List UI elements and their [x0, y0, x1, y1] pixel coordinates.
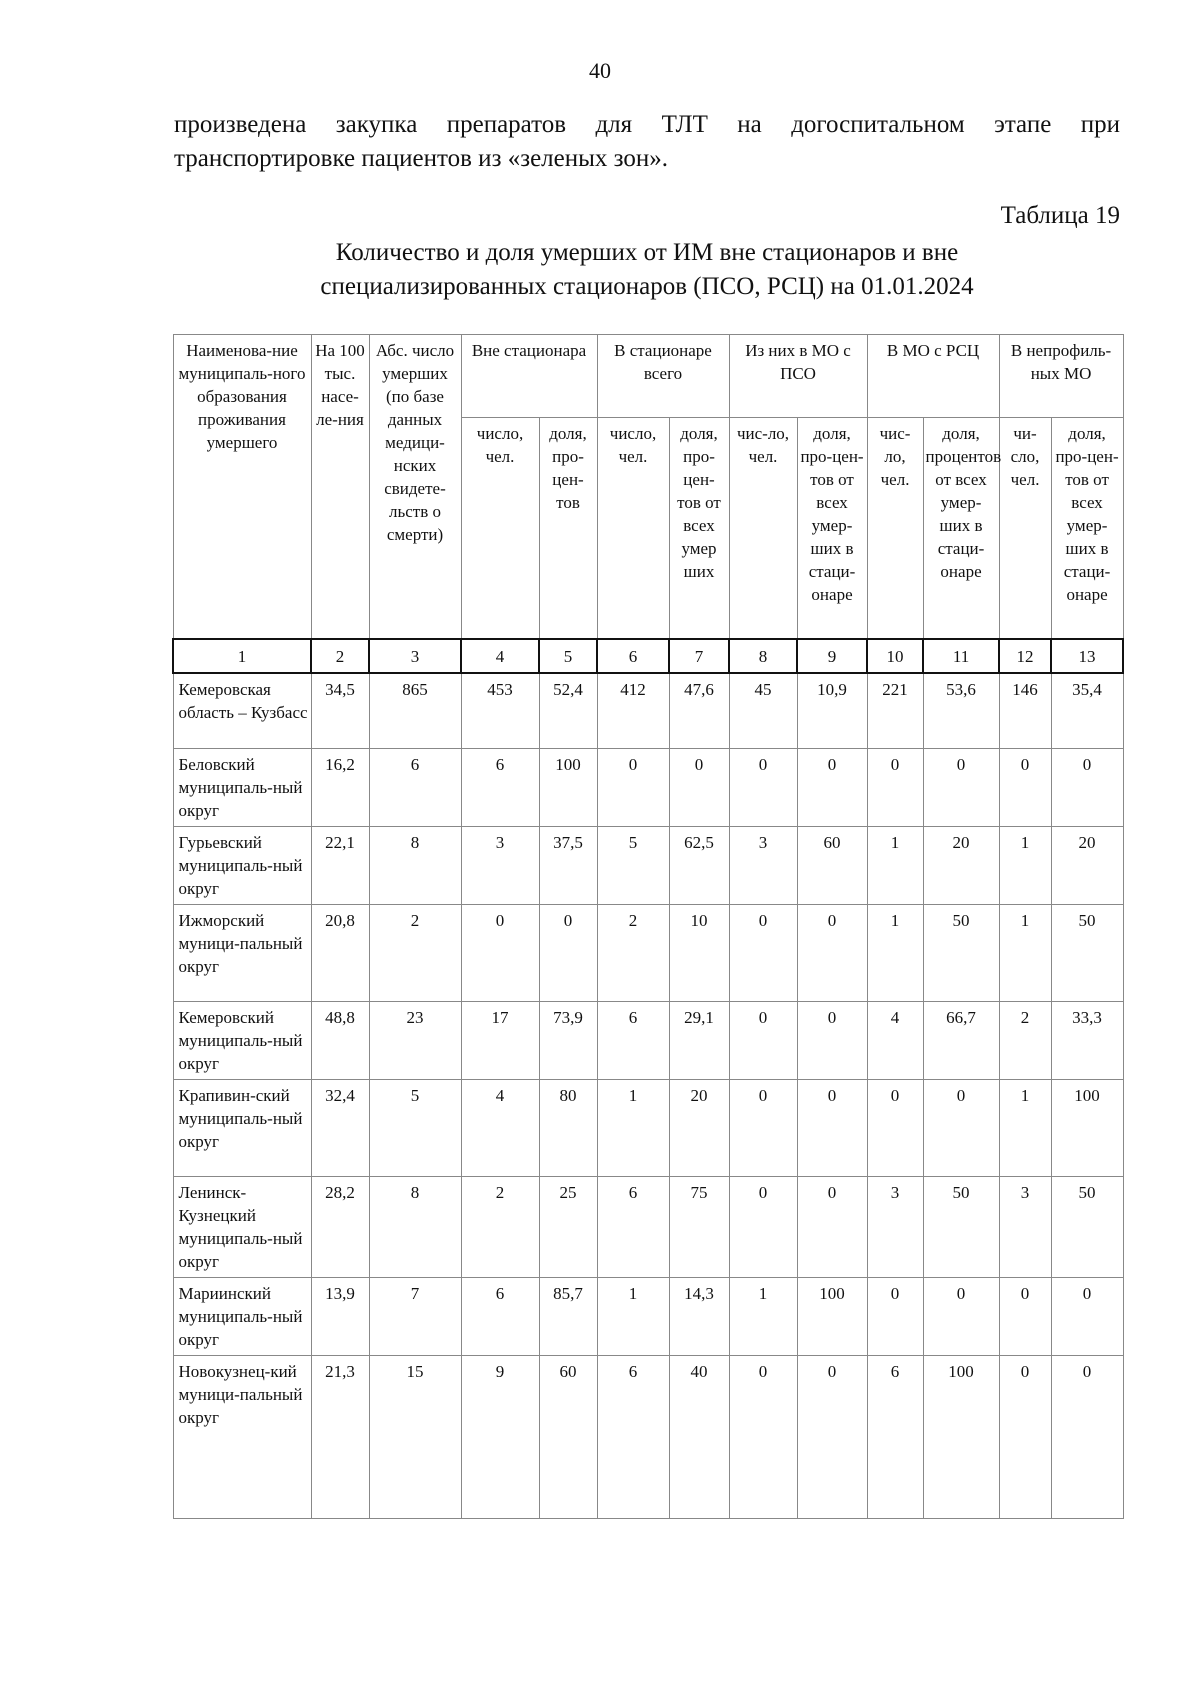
table-cell: 1	[867, 826, 923, 904]
table-cell: 2	[369, 904, 461, 1001]
table-row	[173, 904, 1123, 1001]
table-cell: 1	[597, 1079, 669, 1176]
table-cell: 0	[923, 1277, 999, 1355]
table-cell: 6	[597, 1176, 669, 1277]
table-cell: 25	[539, 1176, 597, 1277]
table-row	[173, 673, 1123, 748]
table-cell: 8	[369, 1176, 461, 1277]
column-number: 10	[867, 639, 923, 673]
header-sub: доля, про-цен-тов от всех умер ших	[669, 418, 729, 640]
table-cell: 0	[999, 1277, 1051, 1355]
column-number: 9	[797, 639, 867, 673]
table-cell: 6	[867, 1355, 923, 1518]
intro-line: произведена закупка препаратов для ТЛТ на догоспитальном этапе при	[174, 111, 1120, 138]
header-row-groups	[173, 335, 1123, 418]
table-cell: 21,3	[311, 1355, 369, 1518]
header-sub: число, чел.	[461, 418, 539, 640]
header-group: Вне стационара	[461, 335, 597, 418]
table-cell: 0	[729, 1355, 797, 1518]
header-sub: доля, про-цен-тов от всех умер-ших в стаци-онаре	[797, 418, 867, 640]
table-cell: 146	[999, 673, 1051, 748]
table-cell: 5	[369, 1079, 461, 1176]
table-cell: 28,2	[311, 1176, 369, 1277]
table-cell: 3	[461, 826, 539, 904]
table-cell: 865	[369, 673, 461, 748]
table-cell: 100	[1051, 1079, 1123, 1176]
column-number: 2	[311, 639, 369, 673]
table-cell: 16,2	[311, 748, 369, 826]
table-cell: 2	[461, 1176, 539, 1277]
table-cell: 66,7	[923, 1001, 999, 1079]
header-sub: чис-ло, чел.	[729, 418, 797, 640]
column-number: 5	[539, 639, 597, 673]
row-name-cell: Беловский муниципаль-ный округ	[173, 748, 311, 826]
table-cell: 0	[1051, 1355, 1123, 1518]
table-cell: 100	[923, 1355, 999, 1518]
table-cell: 15	[369, 1355, 461, 1518]
table-cell: 50	[923, 1176, 999, 1277]
table-cell: 9	[461, 1355, 539, 1518]
header-sub: доля, про-цен-тов от всех умер-ших в стаци-онаре	[1051, 418, 1123, 640]
table-cell: 2	[597, 904, 669, 1001]
table-cell: 0	[923, 748, 999, 826]
column-number: 8	[729, 639, 797, 673]
column-number: 12	[999, 639, 1051, 673]
table-cell: 20,8	[311, 904, 369, 1001]
table-cell: 45	[729, 673, 797, 748]
row-name-cell: Ижморский муници-пальный округ	[173, 904, 311, 1001]
header-abs: Абс. число умерших (по базе данных медици-нских свидете-льств о смерти)	[369, 335, 461, 640]
table-cell: 1	[729, 1277, 797, 1355]
table-cell: 453	[461, 673, 539, 748]
table-cell: 6	[597, 1355, 669, 1518]
table-cell: 1	[999, 826, 1051, 904]
row-name-cell: Кемеровская область – Кузбасс	[173, 673, 311, 748]
table-cell: 53,6	[923, 673, 999, 748]
column-number: 6	[597, 639, 669, 673]
table-cell: 50	[1051, 904, 1123, 1001]
column-number: 13	[1051, 639, 1123, 673]
table-cell: 20	[1051, 826, 1123, 904]
table-title-line: Количество и доля умерших от ИМ вне стационаров и вне	[335, 239, 959, 266]
table-cell: 0	[923, 1079, 999, 1176]
table-title-line: специализированных стационаров (ПСО, РСЦ) на 01.01.2024	[320, 273, 974, 300]
table-cell: 22,1	[311, 826, 369, 904]
table-cell: 0	[1051, 1277, 1123, 1355]
header-sub: чис-ло, чел.	[867, 418, 923, 640]
table-cell: 1	[597, 1277, 669, 1355]
table-cell: 0	[729, 1001, 797, 1079]
row-name-cell: Новокузнец-кий муници-пальный округ	[173, 1355, 311, 1518]
table-cell: 5	[597, 826, 669, 904]
table-cell: 2	[999, 1001, 1051, 1079]
table-cell: 33,3	[1051, 1001, 1123, 1079]
row-name-cell: Кемеровский муниципаль-ный округ	[173, 1001, 311, 1079]
table-cell: 29,1	[669, 1001, 729, 1079]
table-cell: 85,7	[539, 1277, 597, 1355]
table-cell: 0	[867, 1277, 923, 1355]
table-cell: 0	[461, 904, 539, 1001]
table-cell: 10,9	[797, 673, 867, 748]
table-cell: 48,8	[311, 1001, 369, 1079]
table-cell: 3	[729, 826, 797, 904]
table-cell: 6	[597, 1001, 669, 1079]
table-cell: 62,5	[669, 826, 729, 904]
row-name-cell: Мариинский муниципаль-ный округ	[173, 1277, 311, 1355]
table-cell: 0	[729, 1079, 797, 1176]
table-cell: 6	[461, 748, 539, 826]
table-body	[173, 639, 1123, 1518]
table-cell: 100	[797, 1277, 867, 1355]
table-cell: 37,5	[539, 826, 597, 904]
table-cell: 412	[597, 673, 669, 748]
table-row	[173, 1079, 1123, 1176]
column-number: 1	[173, 639, 311, 673]
table-cell: 0	[797, 904, 867, 1001]
table-cell: 0	[797, 748, 867, 826]
table-cell: 6	[461, 1277, 539, 1355]
table-cell: 100	[539, 748, 597, 826]
table-row	[173, 1355, 1123, 1518]
table-cell: 20	[923, 826, 999, 904]
table-cell: 6	[369, 748, 461, 826]
table-cell: 73,9	[539, 1001, 597, 1079]
table-cell: 17	[461, 1001, 539, 1079]
table-cell: 60	[539, 1355, 597, 1518]
table-cell: 0	[729, 904, 797, 1001]
table-cell: 0	[539, 904, 597, 1001]
table-row	[173, 1176, 1123, 1277]
table-cell: 0	[867, 1079, 923, 1176]
row-name-cell: Гурьевский муниципаль-ный округ	[173, 826, 311, 904]
table-cell: 75	[669, 1176, 729, 1277]
table-cell: 50	[923, 904, 999, 1001]
table-cell: 20	[669, 1079, 729, 1176]
header-group: В МО с РСЦ	[867, 335, 999, 418]
table-row	[173, 748, 1123, 826]
header-sub: доля, процентов от всех умер-ших в стаци-онаре	[923, 418, 999, 640]
table-cell: 0	[729, 1176, 797, 1277]
table-cell: 47,6	[669, 673, 729, 748]
table-row	[173, 1277, 1123, 1355]
table-row	[173, 826, 1123, 904]
column-number: 11	[923, 639, 999, 673]
intro-paragraph	[174, 108, 1120, 176]
table-cell: 7	[369, 1277, 461, 1355]
header-group: В стационаре всего	[597, 335, 729, 418]
row-name-cell: Ленинск-Кузнецкий муниципаль-ный округ	[173, 1176, 311, 1277]
page-number: 40	[589, 58, 611, 83]
column-number: 7	[669, 639, 729, 673]
header-sub: чи-сло, чел.	[999, 418, 1051, 640]
header-sub: доля, про-цен-тов	[539, 418, 597, 640]
table-cell: 23	[369, 1001, 461, 1079]
table-cell: 0	[797, 1176, 867, 1277]
header-group: Из них в МО с ПСО	[729, 335, 867, 418]
table-cell: 34,5	[311, 673, 369, 748]
table-cell: 4	[867, 1001, 923, 1079]
table-cell: 0	[999, 1355, 1051, 1518]
table-cell: 80	[539, 1079, 597, 1176]
row-name-cell: Крапивин-ский муниципаль-ный округ	[173, 1079, 311, 1176]
table-cell: 10	[669, 904, 729, 1001]
table-cell: 1	[999, 904, 1051, 1001]
table-cell: 0	[797, 1001, 867, 1079]
table-cell: 50	[1051, 1176, 1123, 1277]
table-cell: 35,4	[1051, 673, 1123, 748]
table-cell: 221	[867, 673, 923, 748]
table-cell: 0	[797, 1079, 867, 1176]
table-cell: 0	[669, 748, 729, 826]
column-number-row	[173, 639, 1123, 673]
table-label: Таблица 19	[1000, 202, 1120, 229]
table-cell: 40	[669, 1355, 729, 1518]
table-title	[174, 236, 1120, 304]
header-sub: число, чел.	[597, 418, 669, 640]
table-row	[173, 1001, 1123, 1079]
table-cell: 32,4	[311, 1079, 369, 1176]
table-cell: 0	[867, 748, 923, 826]
table-cell: 3	[999, 1176, 1051, 1277]
table-cell: 8	[369, 826, 461, 904]
table-cell: 13,9	[311, 1277, 369, 1355]
column-number: 4	[461, 639, 539, 673]
table-cell: 0	[999, 748, 1051, 826]
header-name: Наименова-ние муниципаль-ного образования проживания умершего	[173, 335, 311, 640]
table-cell: 0	[729, 748, 797, 826]
table-cell: 0	[597, 748, 669, 826]
header-group: В непрофиль-ных МО	[999, 335, 1123, 418]
table-cell: 52,4	[539, 673, 597, 748]
data-table	[172, 334, 1124, 1519]
table-cell: 3	[867, 1176, 923, 1277]
column-number: 3	[369, 639, 461, 673]
table-cell: 4	[461, 1079, 539, 1176]
table-cell: 1	[999, 1079, 1051, 1176]
table-cell: 0	[797, 1355, 867, 1518]
table-cell: 1	[867, 904, 923, 1001]
header-per100: На 100 тыс. насе-ле-ния	[311, 335, 369, 640]
table-cell: 60	[797, 826, 867, 904]
table-cell: 0	[1051, 748, 1123, 826]
table-cell: 14,3	[669, 1277, 729, 1355]
intro-line: транспортировке пациентов из «зеленых зон».	[174, 145, 669, 172]
